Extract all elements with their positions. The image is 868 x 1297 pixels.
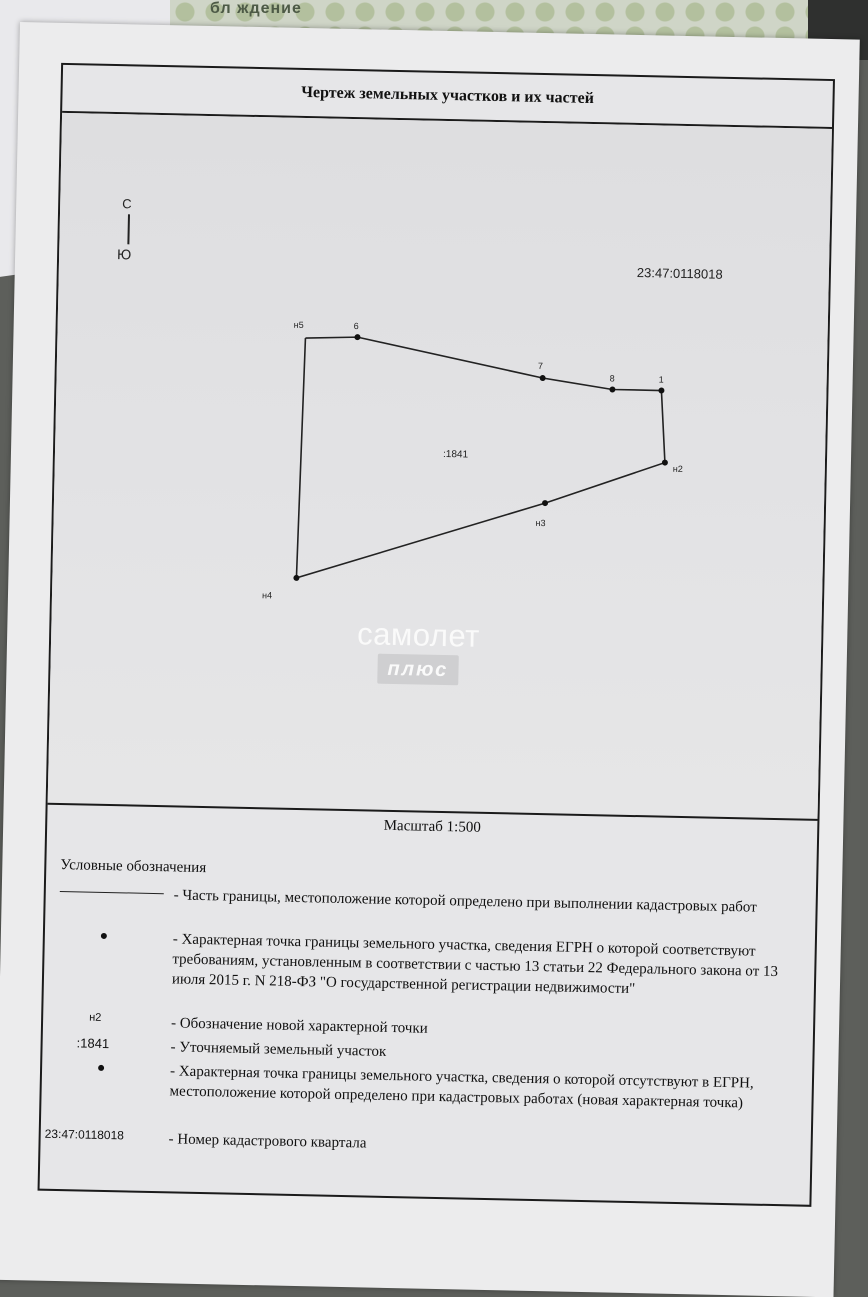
watermark-brand: самолет: [356, 616, 481, 654]
legend-symbol-text: [43, 1011, 163, 1024]
point-label-n2: н2: [672, 463, 683, 474]
boundary-line-icon: [60, 891, 164, 894]
legend-text: - Номер кадастрового квартала: [168, 1131, 367, 1152]
document-title: Чертеж земельных участков и их частей: [62, 65, 833, 129]
legend-symbol-parcel: :1841: [76, 1035, 110, 1052]
point-label-n5: н5: [293, 319, 304, 331]
background-banner-text: бл ждение: [210, 0, 302, 17]
new-point-dot-icon: [98, 1065, 104, 1071]
document-page: [0, 22, 860, 1297]
cadastral-quarter-label: 23:47:0118018: [636, 264, 723, 282]
compass-south-label: Ю: [116, 246, 132, 263]
point-1-marker: [658, 387, 664, 393]
drawing-frame: [38, 63, 835, 1207]
legend-symbol-text: [41, 1126, 161, 1143]
legend-item-boundary: [46, 883, 816, 916]
point-label-n3: н3: [535, 517, 546, 529]
point-8-marker: [609, 386, 615, 392]
parcel-boundary-svg: [48, 113, 832, 819]
scale-label: Масштаб 1:500: [47, 803, 817, 847]
legend-item-new-point-label: [43, 1011, 813, 1037]
point-label-1: 1: [658, 374, 664, 385]
legend-symbol-dot: [45, 927, 165, 930]
north-arrow-icon: [127, 214, 130, 244]
legend-text: - Часть границы, местоположение которой определено при выполнении кадастровых работ: [173, 887, 757, 916]
point-6-marker: [354, 334, 360, 340]
legend-text: - Характерная точка границы земельного участка, сведения ЕГРН о которой соответствуют требованиям, установленным в соответствии с частью 13 статьи 22 Федерального закона от 13 июля 2015 г. N 218-ФЗ "О государственной регистрации недвижимости": [171, 931, 779, 998]
parcel-drawing: [48, 113, 832, 819]
compass-north-label: С: [122, 196, 132, 212]
legend-symbol-line: [46, 883, 166, 886]
legend-symbol-n2: н2: [89, 1011, 102, 1024]
legend-item-existing-point: [45, 927, 815, 998]
legend-text: - Обозначение новой характерной точки: [170, 1015, 428, 1037]
legend-text: - Уточняемый земельный участок: [170, 1039, 387, 1060]
point-dot-icon: [101, 933, 107, 939]
compass: [116, 196, 152, 267]
legend-title: Условные обозначения: [60, 857, 207, 877]
legend-item-quarter: [41, 1126, 811, 1152]
legend-symbol-text: [43, 1035, 163, 1052]
legend-symbol-dot: [42, 1059, 162, 1062]
parcel-number-label: :1841: [442, 448, 469, 461]
point-n4-marker: [293, 575, 299, 581]
point-label-7: 7: [537, 360, 544, 372]
point-label-6: 6: [353, 321, 359, 332]
point-label-8: 8: [609, 373, 615, 384]
point-label-n4: н4: [261, 590, 273, 601]
point-7-marker: [540, 375, 546, 381]
point-n2-marker: [662, 460, 668, 466]
legend-symbol-quarter: 23:47:0118018: [44, 1126, 125, 1143]
point-n3-marker: [542, 500, 548, 506]
watermark-logo: [356, 617, 480, 686]
legend-text: - Характерная точка границы земельного участка, сведения о которой отсутствуют в ЕГРН, местоположение которой определено при кадастровых работах (новая характерная точка): [169, 1063, 754, 1112]
watermark-sub: плюс: [377, 654, 458, 686]
